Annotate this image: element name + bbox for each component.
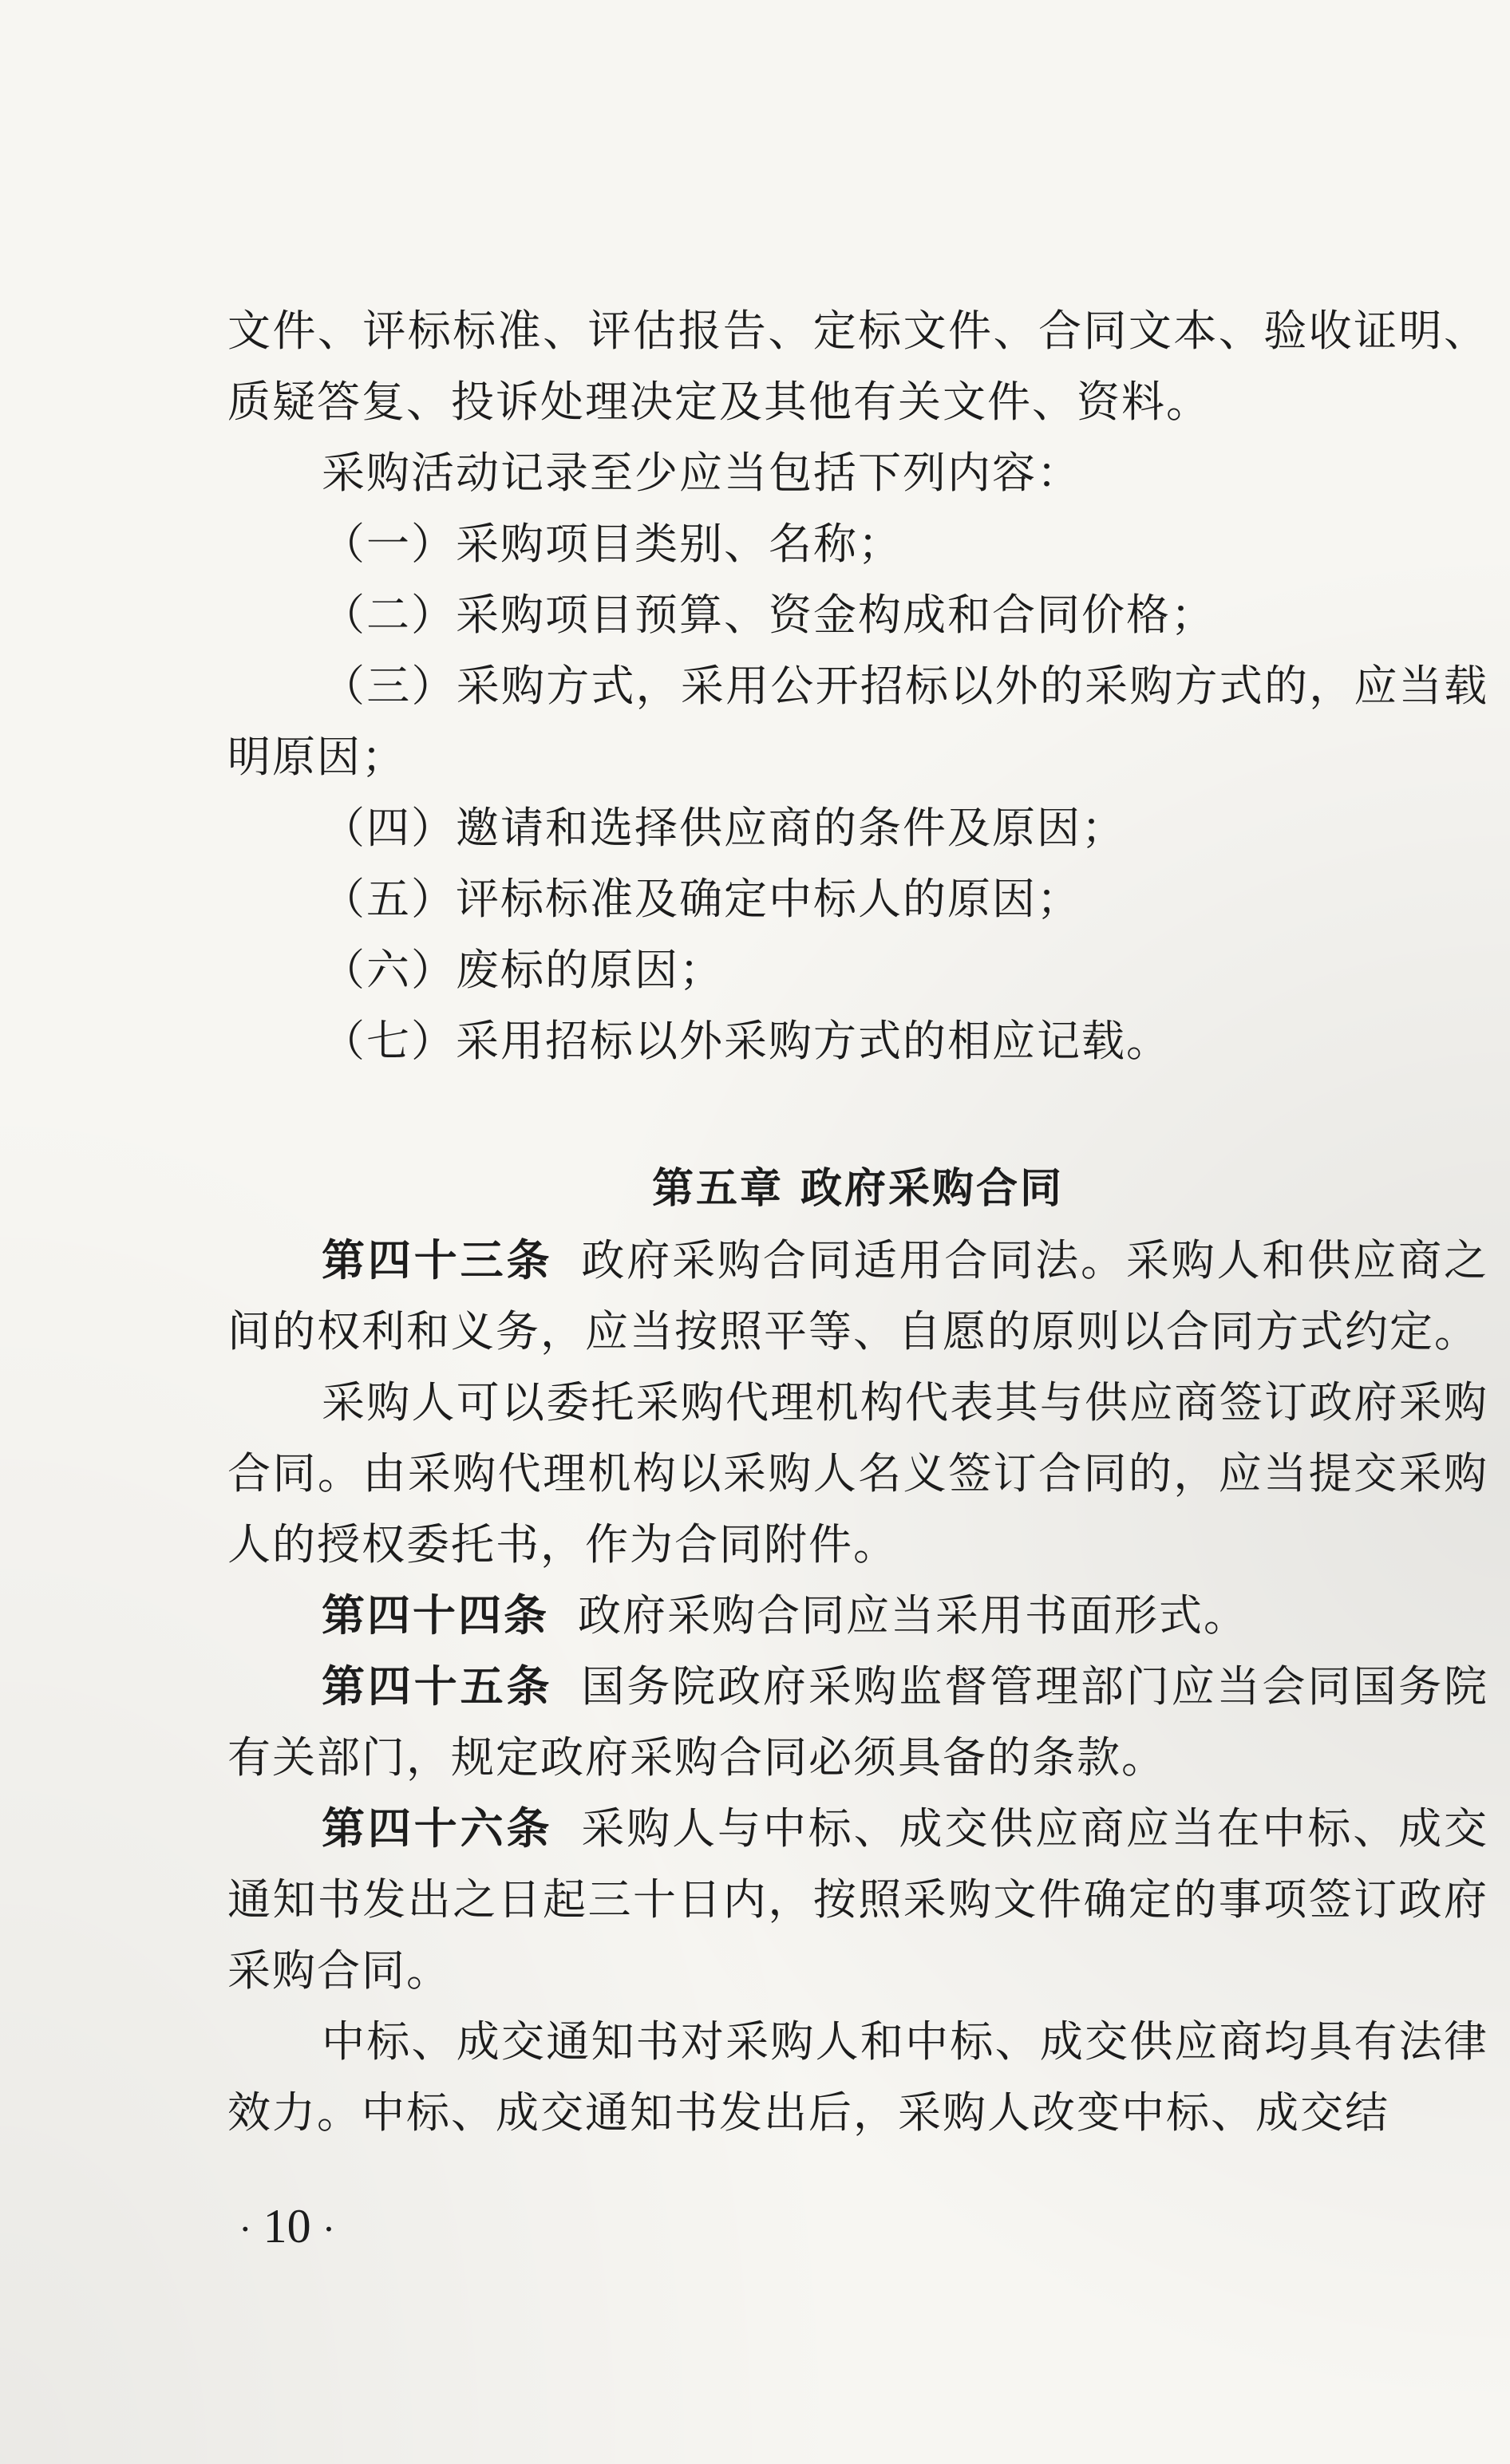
bullet-dot: ·	[322, 2206, 336, 2251]
article-text: 政府采购合同应当采用书面形式。	[578, 1590, 1248, 1641]
article-46-paragraph-2	[227, 2006, 1488, 2148]
record-intro: 采购活动记录至少应当包括下列内容：	[322, 448, 1081, 498]
article-text: 政府采购合同适用合同法。采购人和供应商之间的权利和义务，应当按照平等、自愿的原则以合同方式约定。	[227, 1235, 1488, 1356]
record-item-6: （六）废标的原因；	[322, 945, 724, 995]
article-label: 第四十四条	[322, 1590, 549, 1641]
article-text: 中标、成交通知书对采购人和中标、成交供应商均具有法律效力。中标、成交通知书发出后，采购人改变中标、成交结	[227, 2016, 1488, 2138]
article-44	[227, 1580, 1488, 1651]
article-text: 采购人可以委托采购代理机构代表其与供应商签订政府采购合同。由采购代理机构以采购人名义签订合同的，应当提交采购人的授权委托书，作为合同附件。	[227, 1377, 1488, 1570]
article-label: 第四十五条	[322, 1661, 553, 1712]
article-43-paragraph-2	[227, 1367, 1488, 1580]
chapter-title: 第五章 政府采购合同	[651, 1165, 1065, 1213]
record-item-3: （三）采购方式，采用公开招标以外的采购方式的，应当载明原因；	[227, 661, 1488, 782]
page-number	[227, 2194, 346, 2261]
article-text: 国务院政府采购监督管理部门应当会同国务院有关部门，规定政府采购合同必须具备的条款。	[227, 1661, 1488, 1783]
article-label: 第四十六条	[322, 1803, 553, 1854]
chapter-five-section	[227, 1154, 1488, 2148]
article-46	[227, 1793, 1488, 2006]
record-item-4: （四）邀请和选择供应商的条件及原因；	[322, 803, 1126, 853]
article-text: 采购人与中标、成交供应商应当在中标、成交通知书发出之日起三十日内，按照采购文件确定的事项签订政府采购合同。	[227, 1803, 1488, 1996]
records-section	[227, 295, 1488, 1076]
record-item-5: （五）评标标准及确定中标人的原因；	[322, 874, 1081, 924]
article-label: 第四十三条	[322, 1235, 553, 1285]
record-item-7: （七）采用招标以外采购方式的相应记载。	[322, 1016, 1171, 1066]
article-45	[227, 1651, 1488, 1793]
record-item-1: （一）采购项目类别、名称；	[322, 519, 903, 569]
record-item-2: （二）采购项目预算、资金构成和合同价格；	[322, 590, 1216, 640]
continuation-paragraph: 文件、评标标准、评估报告、定标文件、合同文本、验收证明、质疑答复、投诉处理决定及其他有关文件、资料。	[227, 306, 1488, 427]
bullet-dot: ·	[239, 2206, 252, 2251]
page-number-value: 10	[263, 2200, 311, 2253]
article-43	[227, 1225, 1488, 1367]
